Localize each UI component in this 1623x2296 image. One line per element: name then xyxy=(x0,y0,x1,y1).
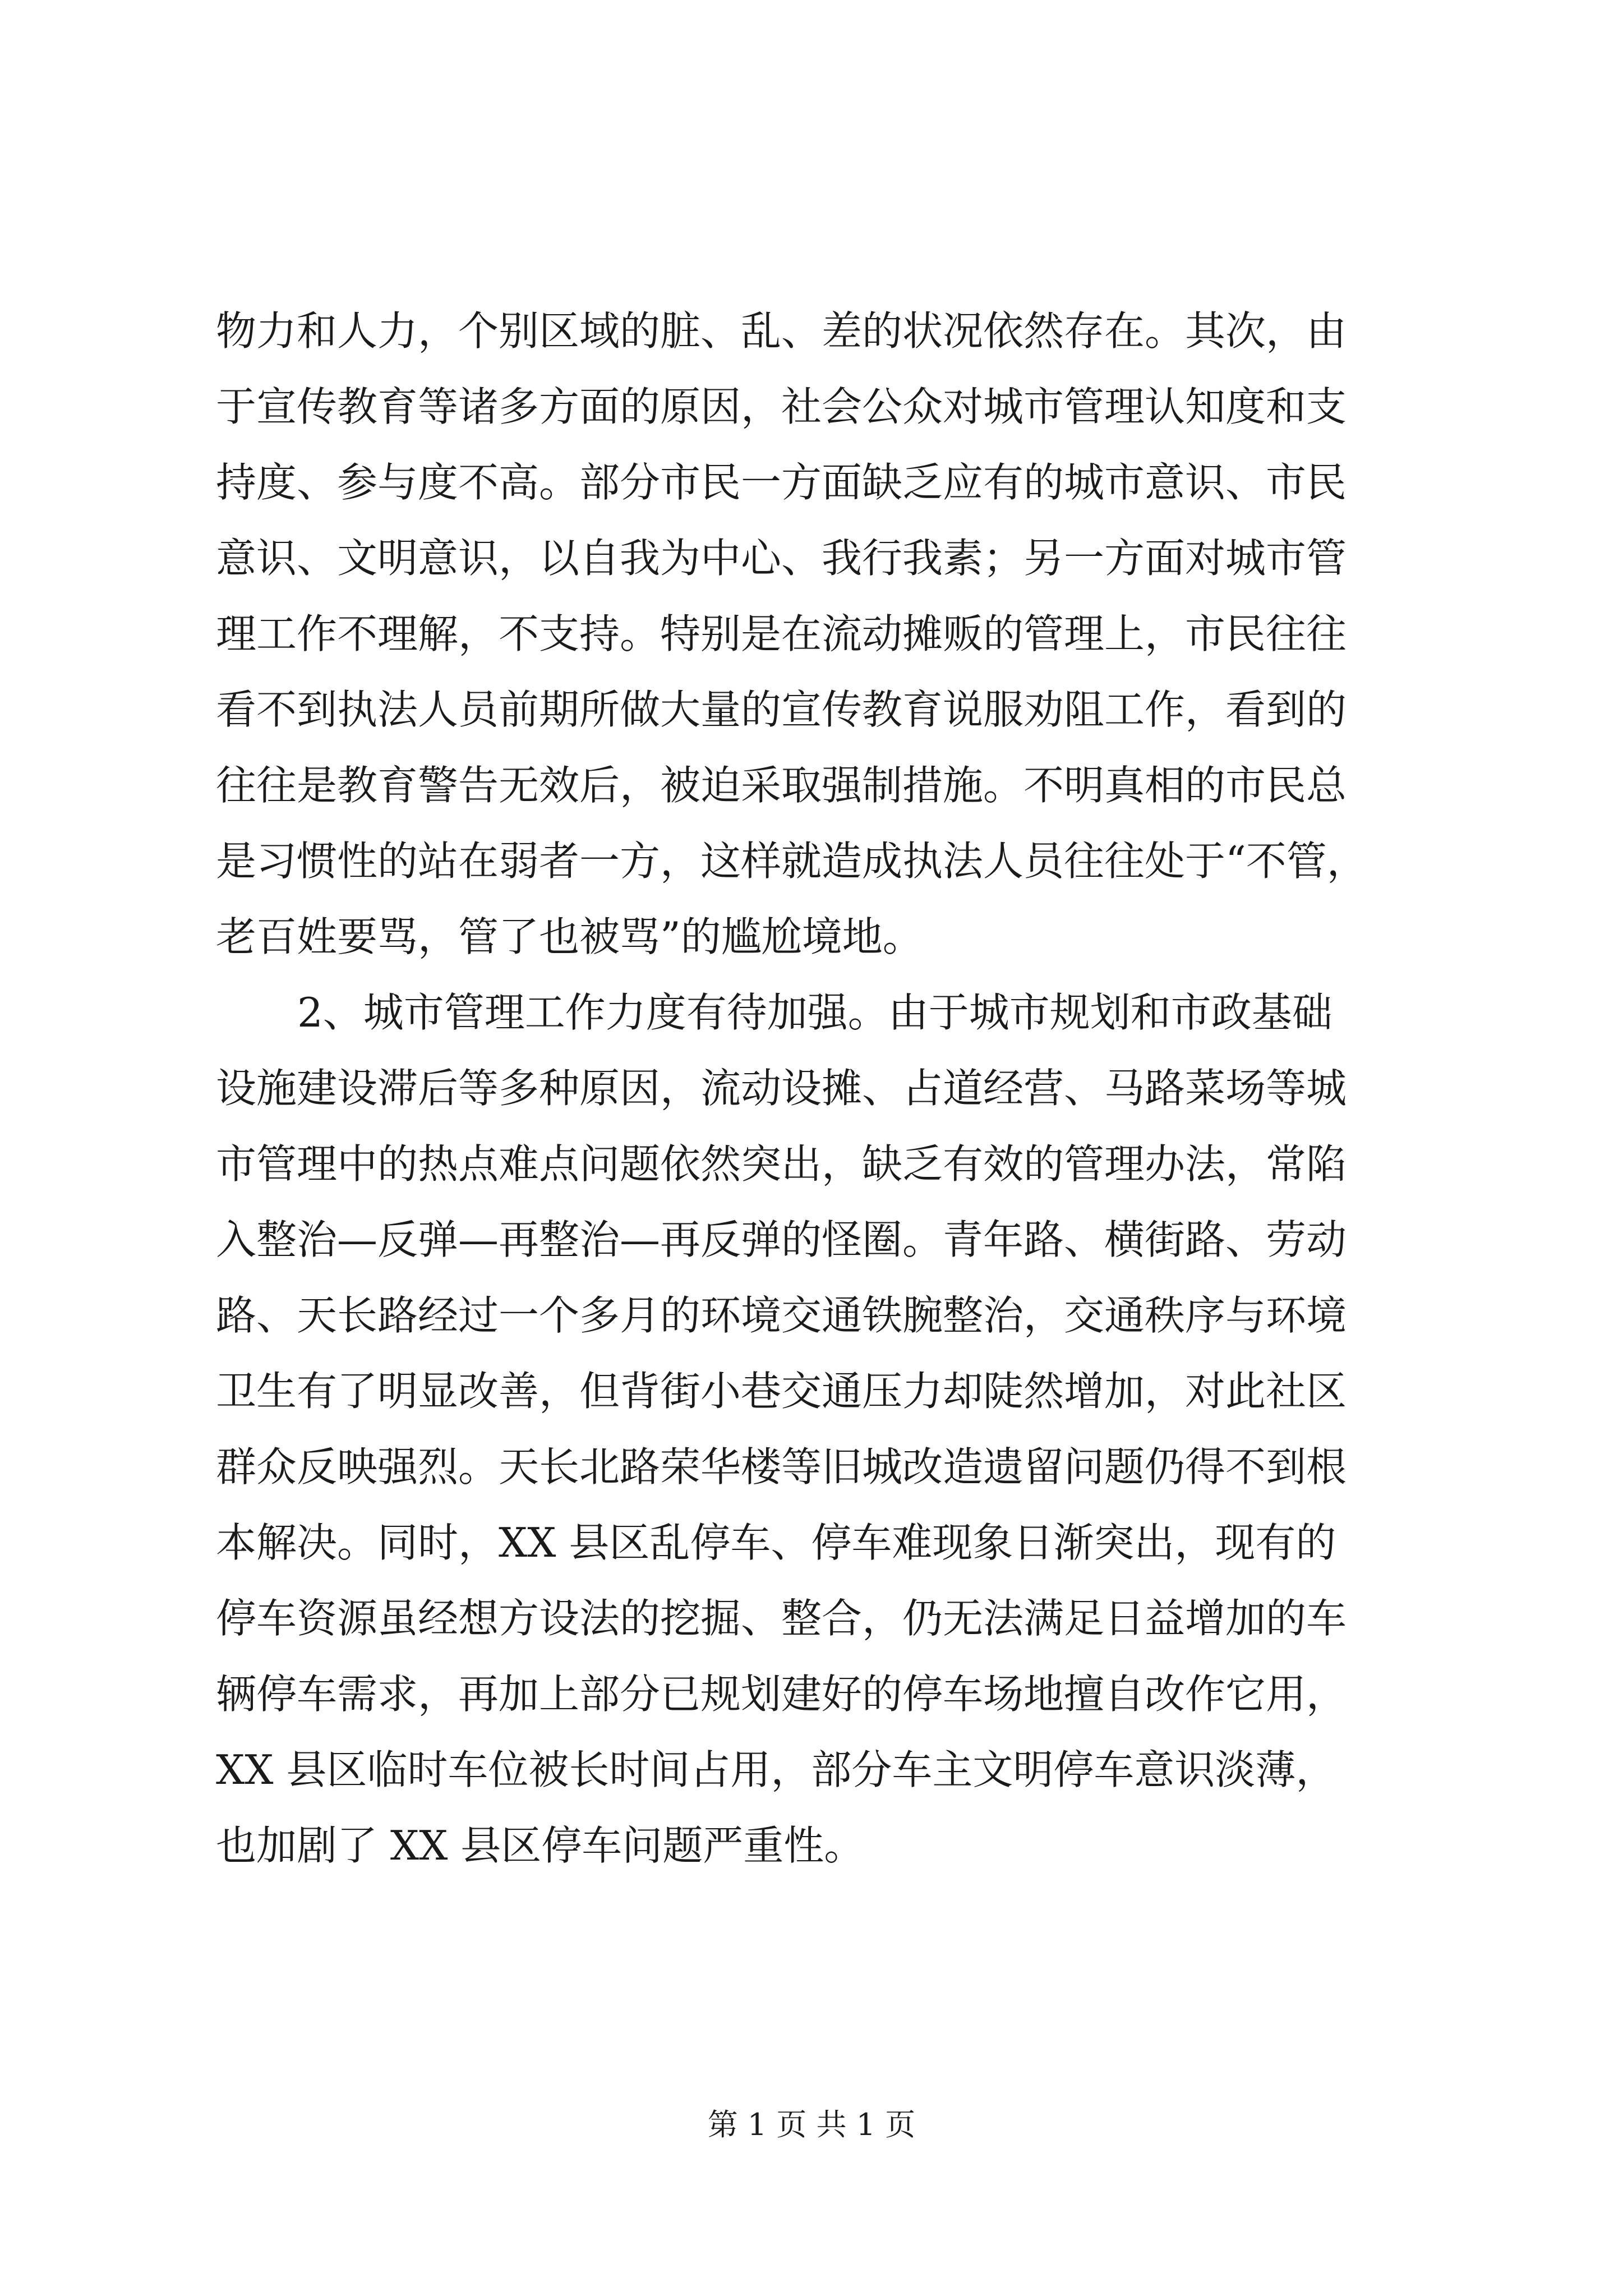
text-line: 路、天长路经过一个多月的环境交通铁腕整治，交通秩序与环境 xyxy=(216,1292,1347,1339)
text-line: 理工作不理解，不支持。特别是在流动摊贩的管理上，市民往往 xyxy=(216,610,1347,657)
text-line: 是习惯性的站在弱者一方，这样就造成执法人员往往处于“不管， xyxy=(216,838,1367,885)
text-line: 设施建设滞后等多种原因，流动设摊、占道经营、马路菜场等城 xyxy=(216,1065,1347,1112)
text-line: XX 县区临时车位被长时间占用，部分车主文明停车意识淡薄， xyxy=(216,1746,1336,1793)
text-line: 入整治—反弹—再整治—再反弹的怪圈。青年路、横街路、劳动 xyxy=(216,1216,1347,1263)
text-line: 物力和人力，个别区域的脏、乱、差的状况依然存在。其次，由 xyxy=(216,307,1347,355)
text-line: 老百姓要骂，管了也被骂”的尴尬境地。 xyxy=(216,913,923,960)
text-line: 本解决。同时，XX 县区乱停车、停车难现象日渐突出，现有的 xyxy=(216,1519,1336,1566)
text-line: 辆停车需求，再加上部分已规划建好的停车场地擅自改作它用， xyxy=(216,1671,1347,1718)
page-footer: 第 1 页 共 1 页 xyxy=(707,2107,916,2142)
text-line: 市管理中的热点难点问题依然突出，缺乏有效的管理办法，常陷 xyxy=(216,1140,1347,1188)
text-line: 持度、参与度不高。部分市民一方面缺乏应有的城市意识、市民 xyxy=(216,459,1347,506)
text-line: 于宣传教育等诸多方面的原因，社会公众对城市管理认知度和支 xyxy=(216,383,1347,430)
text-line: 群众反映强烈。天长北路荣华楼等旧城改造遗留问题仍得不到根 xyxy=(216,1443,1347,1490)
text-line: 卫生有了明显改善，但背街小巷交通压力却陡然增加，对此社区 xyxy=(216,1368,1347,1415)
text-line: 也加剧了 XX 县区停车问题严重性。 xyxy=(216,1822,865,1869)
text-line: 意识、文明意识，以自我为中心、我行我素；另一方面对城市管 xyxy=(216,535,1347,582)
text-line: 停车资源虽经想方设法的挖掘、整合，仍无法满足日益增加的车 xyxy=(216,1595,1347,1642)
text-line: 往往是教育警告无效后，被迫采取强制措施。不明真相的市民总 xyxy=(216,762,1347,809)
text-line: 看不到执法人员前期所做大量的宣传教育说服劝阻工作，看到的 xyxy=(216,686,1347,733)
paragraph-first-line: 2、城市管理工作力度有待加强。由于城市规划和市政基础 xyxy=(297,989,1332,1036)
